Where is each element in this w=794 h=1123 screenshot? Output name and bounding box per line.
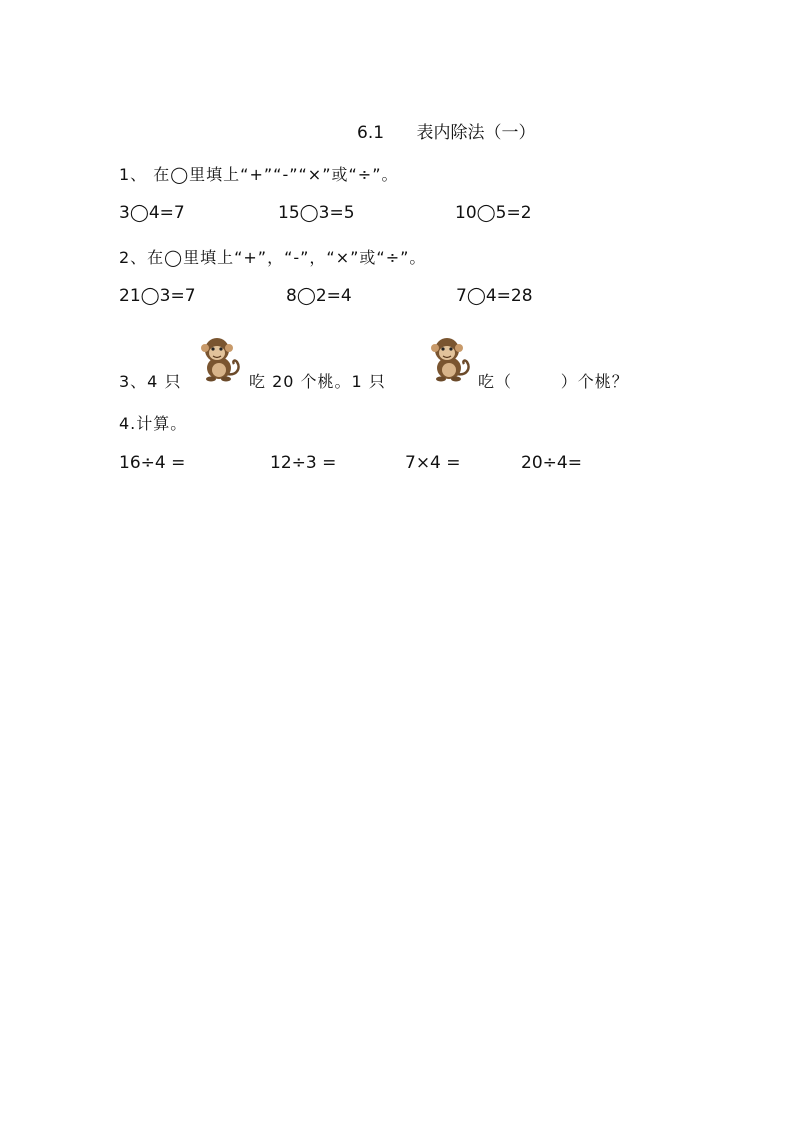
question-1-item-1: 3◯4=7 — [119, 203, 185, 223]
question-4-item-2: 12÷3 = — [270, 453, 337, 473]
question-3-part-1: 3、4 只 — [119, 372, 182, 391]
monkey-image — [427, 334, 471, 382]
question-4-item-1: 16÷4 = — [119, 453, 186, 473]
question-2-item-2: 8◯2=4 — [286, 286, 352, 306]
monkey-image — [197, 334, 241, 382]
question-2-item-1: 21◯3=7 — [119, 286, 196, 306]
page-title: 6.1 表内除法（一） — [357, 123, 536, 143]
question-4-item-3: 7×4 = — [405, 453, 461, 473]
question-1-item-2: 15◯3=5 — [278, 203, 355, 223]
question-3-part-3: 吃（ ）个桃？ — [478, 372, 629, 391]
question-2-item-3: 7◯4=28 — [456, 286, 533, 306]
question-3-part-2: 吃 20 个桃。1 只 — [249, 372, 386, 391]
question-1-prompt: 1、 在◯里填上“+”“-”“×”或“÷”。 — [119, 165, 399, 184]
question-2-prompt: 2、在◯里填上“+”，“-”，“×”或“÷”。 — [119, 248, 427, 267]
question-4-item-4: 20÷4= — [521, 453, 582, 473]
question-4-prompt: 4.计算。 — [119, 414, 188, 433]
question-1-item-3: 10◯5=2 — [455, 203, 532, 223]
